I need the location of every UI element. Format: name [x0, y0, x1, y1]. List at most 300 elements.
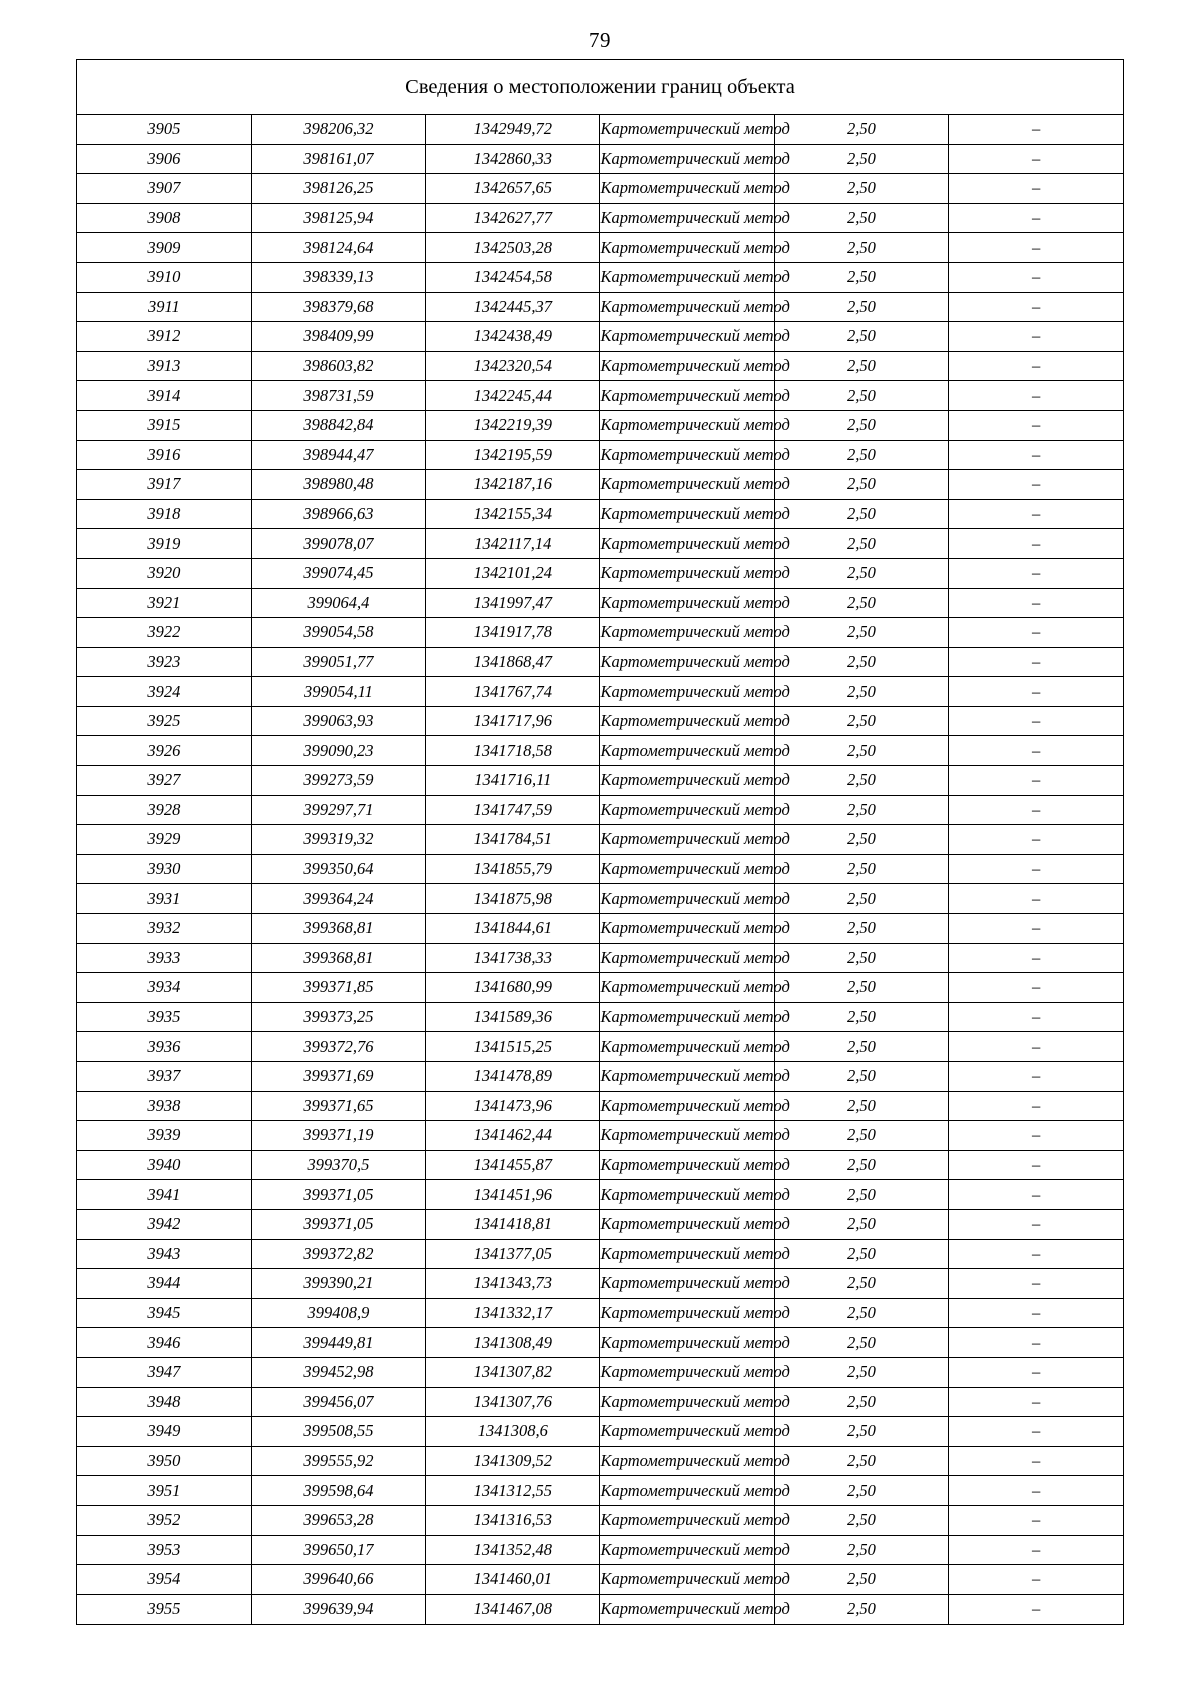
cell-point-number: 3912: [77, 322, 251, 352]
cell-coordinate-x: 398980,48: [251, 470, 425, 500]
cell-coordinate-x: 399640,66: [251, 1565, 425, 1595]
cell-coordinate-y: 1342438,49: [426, 322, 600, 352]
table-row: [77, 1328, 1123, 1358]
cell-point-number: 3937: [77, 1062, 251, 1092]
cell-accuracy: 2,50: [774, 1594, 948, 1624]
cell-coordinate-x: 399408,9: [251, 1298, 425, 1328]
cell-coordinate-y: 1341784,51: [426, 825, 600, 855]
table-row: [77, 1150, 1123, 1180]
cell-coordinate-y: 1341589,36: [426, 1002, 600, 1032]
cell-coordinate-y: 1341716,11: [426, 766, 600, 796]
table-row: [77, 322, 1123, 352]
cell-point-number: 3942: [77, 1209, 251, 1239]
table-row: [77, 854, 1123, 884]
cell-method: Картометрический метод: [600, 1565, 774, 1595]
cell-coordinate-x: 399364,24: [251, 884, 425, 914]
cell-method: Картометрический метод: [600, 766, 774, 796]
table-row: [77, 1505, 1123, 1535]
table-row: [77, 144, 1123, 174]
table-row: [77, 351, 1123, 381]
cell-coordinate-y: 1342860,33: [426, 144, 600, 174]
cell-coordinate-y: 1342155,34: [426, 499, 600, 529]
cell-method: Картометрический метод: [600, 647, 774, 677]
cell-method: Картометрический метод: [600, 1032, 774, 1062]
cell-coordinate-x: 399456,07: [251, 1387, 425, 1417]
cell-method: Картометрический метод: [600, 1269, 774, 1299]
cell-accuracy: 2,50: [774, 1032, 948, 1062]
cell-accuracy: 2,50: [774, 440, 948, 470]
cell-point-number: 3915: [77, 410, 251, 440]
cell-coordinate-y: 1342187,16: [426, 470, 600, 500]
cell-method: Картометрический метод: [600, 1002, 774, 1032]
cell-accuracy: 2,50: [774, 381, 948, 411]
cell-point-number: 3936: [77, 1032, 251, 1062]
cell-accuracy: 2,50: [774, 1121, 948, 1151]
table-body: [77, 115, 1123, 1624]
cell-coordinate-y: 1341418,81: [426, 1209, 600, 1239]
cell-marker-description: –: [949, 1357, 1123, 1387]
cell-marker-description: –: [949, 381, 1123, 411]
document-table-frame: [76, 59, 1124, 1625]
cell-method: Картометрический метод: [600, 1476, 774, 1506]
cell-point-number: 3921: [77, 588, 251, 618]
cell-accuracy: 2,50: [774, 1091, 948, 1121]
cell-coordinate-x: 399371,05: [251, 1209, 425, 1239]
cell-coordinate-y: 1341997,47: [426, 588, 600, 618]
cell-point-number: 3914: [77, 381, 251, 411]
cell-coordinate-y: 1341352,48: [426, 1535, 600, 1565]
table-row: [77, 1357, 1123, 1387]
cell-point-number: 3906: [77, 144, 251, 174]
cell-accuracy: 2,50: [774, 884, 948, 914]
cell-marker-description: –: [949, 1328, 1123, 1358]
cell-point-number: 3920: [77, 558, 251, 588]
cell-method: Картометрический метод: [600, 1091, 774, 1121]
cell-marker-description: –: [949, 795, 1123, 825]
table-row: [77, 588, 1123, 618]
cell-marker-description: –: [949, 1594, 1123, 1624]
table-row: [77, 381, 1123, 411]
cell-coordinate-x: 399078,07: [251, 529, 425, 559]
table-row: [77, 529, 1123, 559]
cell-accuracy: 2,50: [774, 233, 948, 263]
cell-point-number: 3931: [77, 884, 251, 914]
cell-marker-description: –: [949, 588, 1123, 618]
cell-coordinate-x: 399371,69: [251, 1062, 425, 1092]
cell-marker-description: –: [949, 914, 1123, 944]
cell-accuracy: 2,50: [774, 1062, 948, 1092]
cell-marker-description: –: [949, 1565, 1123, 1595]
cell-coordinate-y: 1341332,17: [426, 1298, 600, 1328]
cell-marker-description: –: [949, 440, 1123, 470]
page-number: 79: [589, 28, 611, 52]
cell-coordinate-y: 1341307,82: [426, 1357, 600, 1387]
cell-coordinate-x: 398379,68: [251, 292, 425, 322]
cell-marker-description: –: [949, 1062, 1123, 1092]
cell-marker-description: –: [949, 1269, 1123, 1299]
cell-point-number: 3932: [77, 914, 251, 944]
cell-method: Картометрический метод: [600, 292, 774, 322]
cell-method: Картометрический метод: [600, 1328, 774, 1358]
cell-method: Картометрический метод: [600, 1505, 774, 1535]
cell-coordinate-y: 1341455,87: [426, 1150, 600, 1180]
cell-method: Картометрический метод: [600, 1446, 774, 1476]
cell-coordinate-y: 1341309,52: [426, 1446, 600, 1476]
cell-coordinate-x: 399350,64: [251, 854, 425, 884]
cell-method: Картометрический метод: [600, 1387, 774, 1417]
cell-coordinate-y: 1342445,37: [426, 292, 600, 322]
cell-coordinate-x: 399273,59: [251, 766, 425, 796]
cell-coordinate-y: 1341316,53: [426, 1505, 600, 1535]
cell-accuracy: 2,50: [774, 1535, 948, 1565]
cell-marker-description: –: [949, 973, 1123, 1003]
cell-marker-description: –: [949, 1417, 1123, 1447]
cell-marker-description: –: [949, 1150, 1123, 1180]
table-row: [77, 1239, 1123, 1269]
cell-point-number: 3955: [77, 1594, 251, 1624]
cell-accuracy: 2,50: [774, 1417, 948, 1447]
cell-marker-description: –: [949, 499, 1123, 529]
cell-accuracy: 2,50: [774, 322, 948, 352]
cell-marker-description: –: [949, 1209, 1123, 1239]
cell-coordinate-x: 399074,45: [251, 558, 425, 588]
cell-point-number: 3941: [77, 1180, 251, 1210]
cell-method: Картометрический метод: [600, 262, 774, 292]
cell-marker-description: –: [949, 884, 1123, 914]
cell-method: Картометрический метод: [600, 973, 774, 1003]
cell-coordinate-y: 1341868,47: [426, 647, 600, 677]
cell-accuracy: 2,50: [774, 262, 948, 292]
cell-method: Картометрический метод: [600, 351, 774, 381]
cell-coordinate-x: 399639,94: [251, 1594, 425, 1624]
cell-coordinate-x: 398126,25: [251, 174, 425, 204]
cell-coordinate-x: 398124,64: [251, 233, 425, 263]
table-row: [77, 174, 1123, 204]
cell-point-number: 3951: [77, 1476, 251, 1506]
cell-marker-description: –: [949, 558, 1123, 588]
cell-method: Картометрический метод: [600, 1121, 774, 1151]
cell-accuracy: 2,50: [774, 470, 948, 500]
cell-accuracy: 2,50: [774, 292, 948, 322]
cell-method: Картометрический метод: [600, 884, 774, 914]
cell-point-number: 3919: [77, 529, 251, 559]
cell-coordinate-x: 399452,98: [251, 1357, 425, 1387]
cell-coordinate-y: 1342949,72: [426, 115, 600, 145]
cell-accuracy: 2,50: [774, 795, 948, 825]
cell-method: Картометрический метод: [600, 115, 774, 145]
cell-point-number: 3940: [77, 1150, 251, 1180]
cell-accuracy: 2,50: [774, 174, 948, 204]
cell-accuracy: 2,50: [774, 1446, 948, 1476]
cell-marker-description: –: [949, 618, 1123, 648]
cell-method: Картометрический метод: [600, 440, 774, 470]
cell-point-number: 3938: [77, 1091, 251, 1121]
cell-coordinate-y: 1341343,73: [426, 1269, 600, 1299]
cell-accuracy: 2,50: [774, 144, 948, 174]
cell-coordinate-x: 399368,81: [251, 914, 425, 944]
cell-coordinate-x: 398206,32: [251, 115, 425, 145]
cell-point-number: 3916: [77, 440, 251, 470]
cell-marker-description: –: [949, 322, 1123, 352]
cell-marker-description: –: [949, 943, 1123, 973]
cell-point-number: 3927: [77, 766, 251, 796]
table-row: [77, 558, 1123, 588]
cell-marker-description: –: [949, 1476, 1123, 1506]
cell-marker-description: –: [949, 854, 1123, 884]
cell-coordinate-y: 1341462,44: [426, 1121, 600, 1151]
cell-coordinate-y: 1341377,05: [426, 1239, 600, 1269]
cell-coordinate-x: 399598,64: [251, 1476, 425, 1506]
cell-method: Картометрический метод: [600, 1209, 774, 1239]
table-row: [77, 1180, 1123, 1210]
cell-accuracy: 2,50: [774, 1476, 948, 1506]
cell-method: Картометрический метод: [600, 203, 774, 233]
table-row: [77, 233, 1123, 263]
cell-accuracy: 2,50: [774, 1269, 948, 1299]
cell-coordinate-y: 1341312,55: [426, 1476, 600, 1506]
cell-method: Картометрический метод: [600, 588, 774, 618]
cell-marker-description: –: [949, 1032, 1123, 1062]
cell-point-number: 3952: [77, 1505, 251, 1535]
cell-method: Картометрический метод: [600, 499, 774, 529]
table-row: [77, 1476, 1123, 1506]
cell-coordinate-x: 398409,99: [251, 322, 425, 352]
cell-marker-description: –: [949, 233, 1123, 263]
cell-coordinate-x: 399054,58: [251, 618, 425, 648]
table-row: [77, 1121, 1123, 1151]
cell-coordinate-x: 399370,5: [251, 1150, 425, 1180]
cell-point-number: 3913: [77, 351, 251, 381]
cell-point-number: 3917: [77, 470, 251, 500]
cell-point-number: 3950: [77, 1446, 251, 1476]
cell-coordinate-x: 399650,17: [251, 1535, 425, 1565]
cell-coordinate-x: 399372,76: [251, 1032, 425, 1062]
cell-accuracy: 2,50: [774, 351, 948, 381]
cell-marker-description: –: [949, 292, 1123, 322]
table-title: Сведения о местоположении границ объекта: [77, 60, 1123, 115]
cell-coordinate-y: 1341680,99: [426, 973, 600, 1003]
table-row: [77, 115, 1123, 145]
cell-point-number: 3934: [77, 973, 251, 1003]
cell-point-number: 3922: [77, 618, 251, 648]
cell-method: Картометрический метод: [600, 1357, 774, 1387]
cell-marker-description: –: [949, 677, 1123, 707]
cell-coordinate-x: 398603,82: [251, 351, 425, 381]
coordinates-table: [77, 60, 1123, 1624]
cell-method: Картометрический метод: [600, 558, 774, 588]
cell-coordinate-y: 1342219,39: [426, 410, 600, 440]
cell-accuracy: 2,50: [774, 499, 948, 529]
cell-coordinate-y: 1341855,79: [426, 854, 600, 884]
cell-marker-description: –: [949, 1505, 1123, 1535]
cell-method: Картометрический метод: [600, 1298, 774, 1328]
cell-coordinate-y: 1342101,24: [426, 558, 600, 588]
cell-accuracy: 2,50: [774, 1505, 948, 1535]
cell-marker-description: –: [949, 1121, 1123, 1151]
cell-accuracy: 2,50: [774, 677, 948, 707]
cell-coordinate-y: 1341451,96: [426, 1180, 600, 1210]
cell-accuracy: 2,50: [774, 1565, 948, 1595]
cell-coordinate-y: 1341467,08: [426, 1594, 600, 1624]
table-row: [77, 1032, 1123, 1062]
cell-coordinate-y: 1341844,61: [426, 914, 600, 944]
cell-point-number: 3907: [77, 174, 251, 204]
cell-accuracy: 2,50: [774, 1239, 948, 1269]
cell-coordinate-x: 399653,28: [251, 1505, 425, 1535]
cell-point-number: 3923: [77, 647, 251, 677]
cell-point-number: 3910: [77, 262, 251, 292]
cell-point-number: 3925: [77, 706, 251, 736]
table-row: [77, 914, 1123, 944]
table-row: [77, 825, 1123, 855]
cell-accuracy: 2,50: [774, 529, 948, 559]
cell-coordinate-y: 1342627,77: [426, 203, 600, 233]
cell-point-number: 3949: [77, 1417, 251, 1447]
cell-method: Картометрический метод: [600, 1417, 774, 1447]
cell-method: Картометрический метод: [600, 825, 774, 855]
table-row: [77, 766, 1123, 796]
cell-coordinate-x: 398944,47: [251, 440, 425, 470]
cell-point-number: 3939: [77, 1121, 251, 1151]
cell-point-number: 3929: [77, 825, 251, 855]
cell-accuracy: 2,50: [774, 1150, 948, 1180]
cell-coordinate-y: 1341460,01: [426, 1565, 600, 1595]
table-row: [77, 647, 1123, 677]
cell-coordinate-x: 399090,23: [251, 736, 425, 766]
table-row: [77, 440, 1123, 470]
table-title-row: [77, 60, 1123, 115]
cell-coordinate-y: 1341307,76: [426, 1387, 600, 1417]
cell-marker-description: –: [949, 115, 1123, 145]
cell-accuracy: 2,50: [774, 914, 948, 944]
cell-method: Картометрический метод: [600, 1150, 774, 1180]
cell-accuracy: 2,50: [774, 1209, 948, 1239]
cell-coordinate-y: 1342503,28: [426, 233, 600, 263]
cell-point-number: 3924: [77, 677, 251, 707]
cell-marker-description: –: [949, 410, 1123, 440]
cell-accuracy: 2,50: [774, 854, 948, 884]
cell-accuracy: 2,50: [774, 973, 948, 1003]
cell-method: Картометрический метод: [600, 914, 774, 944]
cell-coordinate-x: 399063,93: [251, 706, 425, 736]
cell-marker-description: –: [949, 647, 1123, 677]
cell-marker-description: –: [949, 1239, 1123, 1269]
cell-marker-description: –: [949, 1298, 1123, 1328]
cell-point-number: 3926: [77, 736, 251, 766]
cell-coordinate-y: 1342245,44: [426, 381, 600, 411]
cell-accuracy: 2,50: [774, 618, 948, 648]
cell-coordinate-x: 399371,85: [251, 973, 425, 1003]
table-row: [77, 677, 1123, 707]
table-row: [77, 795, 1123, 825]
cell-coordinate-x: 399297,71: [251, 795, 425, 825]
cell-coordinate-y: 1342320,54: [426, 351, 600, 381]
table-row: [77, 470, 1123, 500]
cell-coordinate-y: 1341767,74: [426, 677, 600, 707]
cell-point-number: 3908: [77, 203, 251, 233]
cell-marker-description: –: [949, 1446, 1123, 1476]
cell-coordinate-y: 1341738,33: [426, 943, 600, 973]
cell-coordinate-y: 1341308,49: [426, 1328, 600, 1358]
cell-marker-description: –: [949, 825, 1123, 855]
cell-method: Картометрический метод: [600, 943, 774, 973]
cell-marker-description: –: [949, 1002, 1123, 1032]
table-row: [77, 706, 1123, 736]
cell-marker-description: –: [949, 1387, 1123, 1417]
cell-accuracy: 2,50: [774, 1328, 948, 1358]
table-row: [77, 1002, 1123, 1032]
cell-method: Картометрический метод: [600, 1594, 774, 1624]
cell-accuracy: 2,50: [774, 1002, 948, 1032]
table-row: [77, 973, 1123, 1003]
cell-marker-description: –: [949, 1091, 1123, 1121]
cell-coordinate-y: 1342117,14: [426, 529, 600, 559]
cell-coordinate-x: 399371,65: [251, 1091, 425, 1121]
cell-method: Картометрический метод: [600, 470, 774, 500]
cell-accuracy: 2,50: [774, 1180, 948, 1210]
cell-marker-description: –: [949, 1180, 1123, 1210]
cell-coordinate-x: 399319,32: [251, 825, 425, 855]
cell-coordinate-y: 1341917,78: [426, 618, 600, 648]
cell-method: Картометрический метод: [600, 1062, 774, 1092]
cell-coordinate-y: 1341717,96: [426, 706, 600, 736]
cell-point-number: 3905: [77, 115, 251, 145]
cell-method: Картометрический метод: [600, 174, 774, 204]
cell-point-number: 3948: [77, 1387, 251, 1417]
cell-coordinate-y: 1341747,59: [426, 795, 600, 825]
table-row: [77, 1091, 1123, 1121]
cell-method: Картометрический метод: [600, 1180, 774, 1210]
cell-marker-description: –: [949, 1535, 1123, 1565]
cell-coordinate-y: 1341478,89: [426, 1062, 600, 1092]
cell-point-number: 3930: [77, 854, 251, 884]
cell-accuracy: 2,50: [774, 115, 948, 145]
cell-accuracy: 2,50: [774, 736, 948, 766]
cell-method: Картометрический метод: [600, 233, 774, 263]
table-row: [77, 736, 1123, 766]
cell-coordinate-y: 1342657,65: [426, 174, 600, 204]
table-row: [77, 262, 1123, 292]
cell-method: Картометрический метод: [600, 322, 774, 352]
cell-method: Картометрический метод: [600, 677, 774, 707]
cell-marker-description: –: [949, 174, 1123, 204]
table-row: [77, 410, 1123, 440]
cell-marker-description: –: [949, 262, 1123, 292]
table-row: [77, 943, 1123, 973]
cell-marker-description: –: [949, 529, 1123, 559]
cell-method: Картометрический метод: [600, 618, 774, 648]
cell-method: Картометрический метод: [600, 706, 774, 736]
cell-accuracy: 2,50: [774, 943, 948, 973]
cell-accuracy: 2,50: [774, 647, 948, 677]
cell-marker-description: –: [949, 706, 1123, 736]
table-row: [77, 1387, 1123, 1417]
cell-point-number: 3935: [77, 1002, 251, 1032]
table-row: [77, 884, 1123, 914]
cell-point-number: 3911: [77, 292, 251, 322]
cell-coordinate-y: 1342454,58: [426, 262, 600, 292]
cell-point-number: 3933: [77, 943, 251, 973]
cell-coordinate-x: 399449,81: [251, 1328, 425, 1358]
cell-coordinate-x: 398842,84: [251, 410, 425, 440]
cell-coordinate-x: 399371,05: [251, 1180, 425, 1210]
table-row: [77, 1594, 1123, 1624]
cell-method: Картометрический метод: [600, 854, 774, 884]
cell-marker-description: –: [949, 203, 1123, 233]
cell-coordinate-y: 1341515,25: [426, 1032, 600, 1062]
cell-point-number: 3943: [77, 1239, 251, 1269]
cell-accuracy: 2,50: [774, 588, 948, 618]
